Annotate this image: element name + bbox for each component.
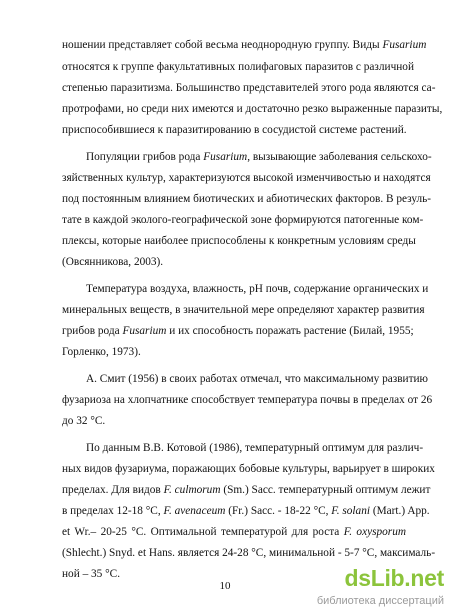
- species-name: F. solani: [331, 505, 370, 517]
- text-span: Популяции грибов рода: [86, 151, 201, 163]
- text-line-12: [86, 282, 429, 296]
- species-name: Fusarium: [122, 325, 167, 337]
- text-line-23: [62, 525, 406, 539]
- text-span: Горленко, 1973).: [62, 346, 141, 358]
- text-line-13: [62, 303, 425, 317]
- text-span: По данным В.В. Котовой (1986), температурный оптимум для различ-: [86, 442, 424, 454]
- text-span: приспособившиеся к паразитированию в сосудистой системе растений.: [62, 124, 407, 136]
- text-line-3: [62, 81, 436, 95]
- text-span: (Mart.) App.: [372, 505, 430, 517]
- text-line-1: [62, 38, 427, 52]
- species-name: Fusarium: [382, 39, 427, 51]
- text-span: зяйственных культур, характеризуются высокой изменчивостью и находятся: [62, 172, 431, 184]
- species-name: F. oxysporum: [343, 526, 406, 538]
- text-span: (Sm.) Sacc. температурный оптимум лежит: [223, 484, 431, 496]
- text-span: под постоянным влиянием биотических и абиотических факторов. В резуль-: [62, 193, 432, 205]
- text-span: до 32 °С.: [62, 415, 106, 427]
- watermark: [274, 565, 444, 611]
- text-line-6: [86, 150, 432, 164]
- text-line-2: [62, 60, 415, 74]
- page-number: 10: [219, 580, 231, 592]
- text-span: минеральных веществ, в значительной мере определяют характер развития: [62, 304, 425, 316]
- text-span: , вызывающие заболевания сельскохо-: [247, 151, 432, 163]
- text-line-16: [86, 372, 429, 386]
- text-line-5: [62, 123, 406, 137]
- text-span: (Fr.) Sacc. - 18-22 °С,: [228, 505, 329, 517]
- text-line-4: [62, 102, 443, 116]
- text-span: пределах. Для видов: [62, 484, 161, 496]
- species-name: Fusarium: [203, 151, 248, 163]
- text-span: Температура воздуха, влажность, pH почв, содержание органических и: [86, 283, 429, 295]
- text-span: (Shlecht.) Snyd. et Hans. является 24-28 °С, минимальной - 5-7 °С, максималь-: [62, 547, 436, 559]
- text-span: степенью паразитизма. Большинство представителей этого рода являются са-: [62, 82, 436, 94]
- text-line-17: [62, 393, 433, 407]
- text-line-24: [62, 546, 436, 560]
- text-span: грибов рода: [62, 325, 120, 337]
- text-line-18: [62, 414, 406, 428]
- text-span: и их способность поражать растение (Билай, 1955;: [169, 325, 414, 337]
- text-span: ных видов фузариума, поражающих бобовые культуры, варьирует в широких: [62, 463, 435, 475]
- text-span: ной – 35 °С.: [62, 568, 121, 580]
- text-span: А. Смит (1956) в своих работах отмечал, что максимальному развитию: [86, 373, 429, 385]
- watermark-subtitle: библиотека диссертаций: [316, 595, 444, 607]
- text-span: протрофами, но среди них имеются и достаточно резко выраженные паразиты,: [62, 103, 443, 115]
- text-line-14: [62, 324, 414, 338]
- species-name: F. avenaceum: [163, 505, 226, 517]
- text-line-20: [62, 462, 435, 476]
- text-line-22: [62, 504, 430, 518]
- text-line-11: [62, 255, 406, 269]
- text-span: (Овсянникова, 2003).: [62, 256, 164, 268]
- text-line-19: [86, 441, 424, 455]
- species-name: F. culmorum: [163, 484, 221, 496]
- text-line-10: [62, 234, 416, 248]
- text-line-8: [62, 192, 432, 206]
- text-span: в пределах 12-18 °С,: [62, 505, 161, 517]
- text-span: ношении представляет собой весьма неоднородную группу. Виды: [62, 39, 380, 51]
- text-line-7: [62, 171, 431, 185]
- watermark-logo: dsLib.net: [344, 565, 444, 591]
- text-span: et Wr.– 20-25 °С. Оптимальной температурой для роста: [62, 526, 340, 538]
- text-line-9: [62, 213, 424, 227]
- text-span: тате в каждой эколого-географической зоне формируются патогенные ком-: [62, 214, 424, 226]
- text-line-21: [62, 483, 431, 497]
- text-line-15: [62, 345, 406, 359]
- text-span: фузариоза на хлопчатнике способствует температура почвы в пределах от 26: [62, 394, 433, 406]
- text-span: относятся к группе факультативных полифаговых паразитов с различной: [62, 61, 415, 73]
- text-span: плексы, которые наиболее приспособлены к конкретным условиям среды: [62, 235, 416, 247]
